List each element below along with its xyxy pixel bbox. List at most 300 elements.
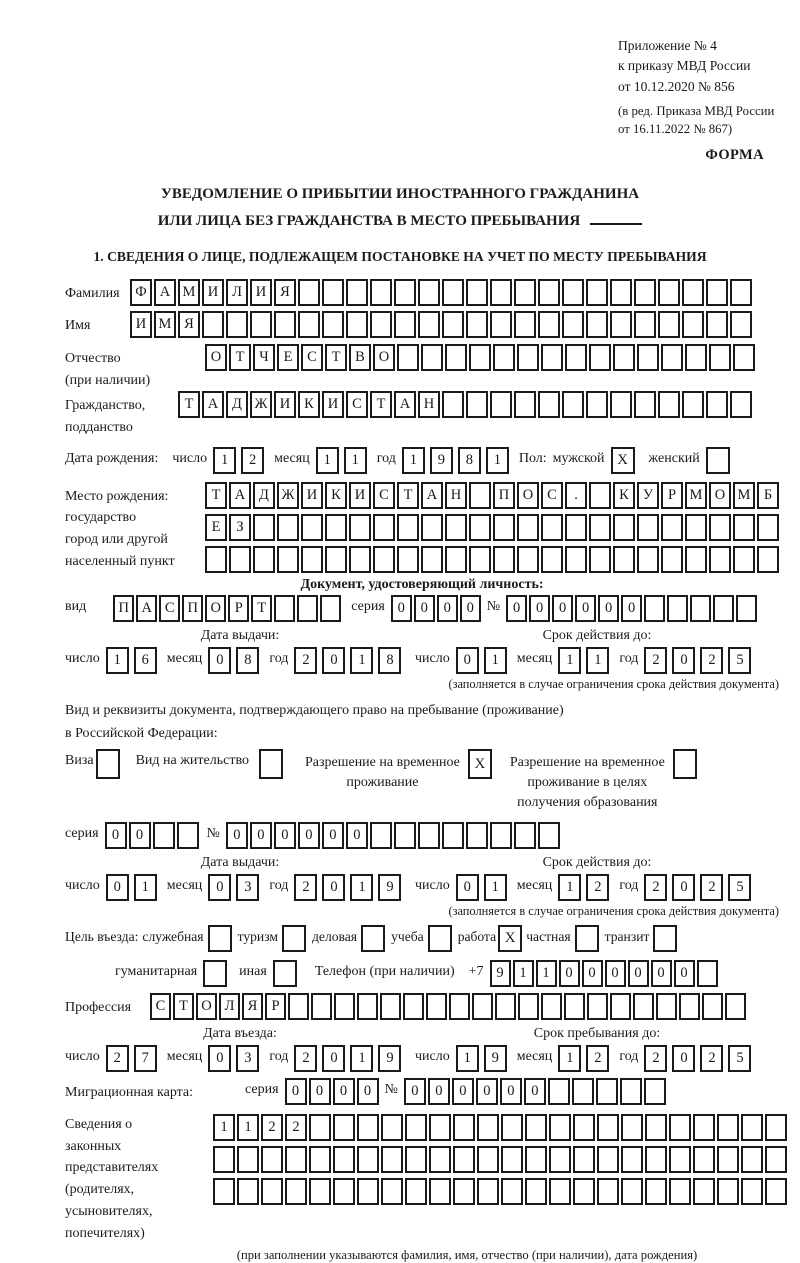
birth-month-input[interactable] [316, 447, 367, 474]
char-cell[interactable]: 0 [506, 595, 527, 622]
char-cell[interactable] [645, 1114, 667, 1141]
char-cell[interactable] [381, 1146, 403, 1173]
residence-permit-checkbox[interactable] [259, 749, 283, 779]
char-cell[interactable]: 1 [237, 1114, 259, 1141]
char-cell[interactable]: Т [178, 391, 200, 418]
char-cell[interactable] [645, 1178, 667, 1205]
char-cell[interactable] [370, 279, 392, 306]
purpose-study-checkbox[interactable] [428, 925, 452, 952]
char-cell[interactable]: З [229, 514, 251, 541]
char-cell[interactable] [702, 993, 723, 1020]
char-cell[interactable] [717, 1178, 739, 1205]
char-cell[interactable]: 0 [322, 874, 345, 901]
char-cell[interactable] [297, 595, 318, 622]
char-cell[interactable] [333, 1178, 355, 1205]
char-cell[interactable] [565, 514, 587, 541]
char-cell[interactable] [453, 1146, 475, 1173]
char-cell[interactable] [656, 993, 677, 1020]
char-cell[interactable] [466, 822, 488, 849]
char-cell[interactable]: 1 [106, 647, 129, 674]
char-cell[interactable] [309, 1114, 331, 1141]
char-cell[interactable] [633, 993, 654, 1020]
char-cell[interactable] [644, 1078, 666, 1105]
char-cell[interactable] [514, 391, 536, 418]
char-cell[interactable]: 2 [294, 647, 317, 674]
char-cell[interactable]: О [373, 344, 395, 371]
char-cell[interactable]: 1 [484, 874, 507, 901]
char-cell[interactable]: Н [418, 391, 440, 418]
char-cell[interactable] [466, 279, 488, 306]
char-cell[interactable]: Т [370, 391, 392, 418]
char-cell[interactable] [381, 1178, 403, 1205]
char-cell[interactable] [311, 993, 332, 1020]
char-cell[interactable] [548, 1078, 570, 1105]
char-cell[interactable]: С [541, 482, 563, 509]
char-cell[interactable] [621, 1146, 643, 1173]
char-cell[interactable]: Ж [250, 391, 272, 418]
char-cell[interactable] [370, 311, 392, 338]
char-cell[interactable] [549, 1114, 571, 1141]
char-cell[interactable] [682, 391, 704, 418]
char-cell[interactable] [572, 1078, 594, 1105]
char-cell[interactable] [589, 546, 611, 573]
char-cell[interactable]: Р [265, 993, 286, 1020]
char-cell[interactable] [322, 311, 344, 338]
char-cell[interactable] [733, 514, 755, 541]
char-cell[interactable]: 2 [241, 447, 264, 474]
char-cell[interactable] [490, 391, 512, 418]
char-cell[interactable] [573, 1114, 595, 1141]
char-cell[interactable]: 2 [700, 874, 723, 901]
char-cell[interactable]: А [229, 482, 251, 509]
char-cell[interactable] [541, 344, 563, 371]
char-cell[interactable] [394, 822, 416, 849]
char-cell[interactable] [573, 1146, 595, 1173]
stay-issue-day-input[interactable] [106, 874, 157, 901]
char-cell[interactable]: И [130, 311, 152, 338]
char-cell[interactable]: О [196, 993, 217, 1020]
char-cell[interactable] [237, 1146, 259, 1173]
char-cell[interactable] [469, 514, 491, 541]
char-cell[interactable] [637, 546, 659, 573]
char-cell[interactable] [445, 546, 467, 573]
char-cell[interactable] [418, 279, 440, 306]
char-cell[interactable] [597, 1146, 619, 1173]
char-cell[interactable] [741, 1146, 763, 1173]
char-cell[interactable] [517, 344, 539, 371]
char-cell[interactable]: 0 [322, 647, 345, 674]
char-cell[interactable]: Т [173, 993, 194, 1020]
char-cell[interactable]: С [346, 391, 368, 418]
char-cell[interactable] [610, 311, 632, 338]
char-cell[interactable] [637, 514, 659, 541]
char-cell[interactable] [613, 514, 635, 541]
char-cell[interactable]: 0 [672, 647, 695, 674]
char-cell[interactable] [620, 1078, 642, 1105]
char-cell[interactable] [403, 993, 424, 1020]
entry-month-input[interactable] [208, 1045, 259, 1072]
identity-doc-series-input[interactable] [391, 595, 481, 622]
char-cell[interactable] [661, 514, 683, 541]
char-cell[interactable]: 1 [558, 1045, 581, 1072]
char-cell[interactable] [405, 1114, 427, 1141]
phone-input[interactable] [490, 960, 718, 987]
char-cell[interactable] [690, 595, 711, 622]
char-cell[interactable] [706, 391, 728, 418]
char-cell[interactable] [370, 822, 392, 849]
char-cell[interactable] [477, 1146, 499, 1173]
char-cell[interactable]: 0 [672, 874, 695, 901]
char-cell[interactable]: 0 [500, 1078, 522, 1105]
char-cell[interactable]: 1 [350, 874, 373, 901]
char-cell[interactable]: 0 [208, 874, 231, 901]
char-cell[interactable] [490, 311, 512, 338]
char-cell[interactable] [586, 311, 608, 338]
char-cell[interactable]: 0 [333, 1078, 355, 1105]
char-cell[interactable]: М [685, 482, 707, 509]
char-cell[interactable] [613, 546, 635, 573]
char-cell[interactable]: 0 [605, 960, 626, 987]
char-cell[interactable]: Я [274, 279, 296, 306]
char-cell[interactable]: 2 [700, 1045, 723, 1072]
char-cell[interactable] [309, 1178, 331, 1205]
char-cell[interactable] [213, 1146, 235, 1173]
char-cell[interactable] [610, 391, 632, 418]
char-cell[interactable] [685, 546, 707, 573]
char-cell[interactable] [564, 993, 585, 1020]
char-cell[interactable] [325, 514, 347, 541]
char-cell[interactable]: А [202, 391, 224, 418]
char-cell[interactable] [373, 546, 395, 573]
char-cell[interactable] [693, 1146, 715, 1173]
char-cell[interactable]: К [298, 391, 320, 418]
char-cell[interactable]: К [325, 482, 347, 509]
char-cell[interactable] [586, 391, 608, 418]
char-cell[interactable] [541, 993, 562, 1020]
identity-issue-day-input[interactable] [106, 647, 157, 674]
char-cell[interactable] [421, 514, 443, 541]
char-cell[interactable]: 7 [134, 1045, 157, 1072]
char-cell[interactable] [469, 482, 491, 509]
char-cell[interactable]: 8 [378, 647, 401, 674]
birth-place-row1-input[interactable] [205, 482, 779, 509]
given-name-input[interactable] [130, 311, 752, 338]
char-cell[interactable]: М [178, 279, 200, 306]
identity-doc-number-input[interactable] [506, 595, 757, 622]
char-cell[interactable]: 1 [456, 1045, 479, 1072]
char-cell[interactable]: 0 [250, 822, 272, 849]
char-cell[interactable] [517, 514, 539, 541]
char-cell[interactable]: 1 [213, 447, 236, 474]
char-cell[interactable] [538, 822, 560, 849]
char-cell[interactable]: 1 [513, 960, 534, 987]
char-cell[interactable] [229, 546, 251, 573]
char-cell[interactable] [418, 822, 440, 849]
representatives-row1-input[interactable] [213, 1114, 787, 1141]
char-cell[interactable] [679, 993, 700, 1020]
char-cell[interactable]: 0 [651, 960, 672, 987]
char-cell[interactable]: В [349, 344, 371, 371]
char-cell[interactable] [349, 514, 371, 541]
char-cell[interactable] [658, 391, 680, 418]
char-cell[interactable] [562, 391, 584, 418]
char-cell[interactable]: 0 [226, 822, 248, 849]
char-cell[interactable]: 1 [536, 960, 557, 987]
char-cell[interactable]: 0 [452, 1078, 474, 1105]
char-cell[interactable]: И [322, 391, 344, 418]
char-cell[interactable]: О [205, 344, 227, 371]
char-cell[interactable] [565, 546, 587, 573]
char-cell[interactable] [380, 993, 401, 1020]
char-cell[interactable]: 1 [350, 647, 373, 674]
char-cell[interactable] [285, 1178, 307, 1205]
char-cell[interactable] [549, 1178, 571, 1205]
char-cell[interactable]: Я [242, 993, 263, 1020]
char-cell[interactable] [517, 546, 539, 573]
char-cell[interactable] [562, 279, 584, 306]
char-cell[interactable]: 0 [674, 960, 695, 987]
char-cell[interactable] [538, 391, 560, 418]
char-cell[interactable] [493, 344, 515, 371]
patronymic-input[interactable] [205, 344, 755, 371]
char-cell[interactable]: К [613, 482, 635, 509]
identity-doc-kind-input[interactable] [113, 595, 341, 622]
char-cell[interactable] [213, 1178, 235, 1205]
char-cell[interactable] [301, 514, 323, 541]
char-cell[interactable] [573, 1178, 595, 1205]
char-cell[interactable]: 1 [558, 874, 581, 901]
char-cell[interactable] [589, 344, 611, 371]
char-cell[interactable]: Л [226, 279, 248, 306]
char-cell[interactable]: 9 [490, 960, 511, 987]
char-cell[interactable]: 5 [728, 1045, 751, 1072]
char-cell[interactable] [597, 1114, 619, 1141]
char-cell[interactable]: 3 [236, 874, 259, 901]
char-cell[interactable] [733, 546, 755, 573]
char-cell[interactable] [709, 546, 731, 573]
char-cell[interactable] [621, 1178, 643, 1205]
char-cell[interactable]: 2 [106, 1045, 129, 1072]
char-cell[interactable] [202, 311, 224, 338]
char-cell[interactable]: С [301, 344, 323, 371]
char-cell[interactable]: О [205, 595, 226, 622]
char-cell[interactable] [373, 514, 395, 541]
char-cell[interactable] [429, 1146, 451, 1173]
char-cell[interactable] [765, 1114, 787, 1141]
char-cell[interactable]: 0 [391, 595, 412, 622]
char-cell[interactable]: 2 [644, 1045, 667, 1072]
stay-issue-month-input[interactable] [208, 874, 259, 901]
char-cell[interactable] [514, 311, 536, 338]
char-cell[interactable]: 1 [558, 647, 581, 674]
char-cell[interactable] [325, 546, 347, 573]
char-cell[interactable] [525, 1114, 547, 1141]
char-cell[interactable]: 0 [298, 822, 320, 849]
char-cell[interactable]: И [250, 279, 272, 306]
char-cell[interactable] [298, 279, 320, 306]
char-cell[interactable] [357, 993, 378, 1020]
char-cell[interactable] [394, 311, 416, 338]
char-cell[interactable]: П [182, 595, 203, 622]
char-cell[interactable]: Ф [130, 279, 152, 306]
char-cell[interactable] [706, 279, 728, 306]
char-cell[interactable]: Н [445, 482, 467, 509]
char-cell[interactable] [514, 279, 536, 306]
rvp-checkbox[interactable]: X [468, 749, 492, 779]
char-cell[interactable] [153, 822, 175, 849]
char-cell[interactable] [736, 595, 757, 622]
char-cell[interactable]: Т [325, 344, 347, 371]
birth-day-input[interactable] [213, 447, 264, 474]
char-cell[interactable] [717, 1146, 739, 1173]
citizenship-input[interactable] [178, 391, 752, 418]
char-cell[interactable] [495, 993, 516, 1020]
char-cell[interactable] [613, 344, 635, 371]
sex-female-checkbox[interactable] [706, 447, 730, 474]
char-cell[interactable]: 0 [672, 1045, 695, 1072]
char-cell[interactable] [277, 546, 299, 573]
char-cell[interactable] [661, 546, 683, 573]
char-cell[interactable]: П [113, 595, 134, 622]
char-cell[interactable] [713, 595, 734, 622]
char-cell[interactable]: Я [178, 311, 200, 338]
representatives-row3-input[interactable] [213, 1178, 787, 1205]
char-cell[interactable]: 1 [350, 1045, 373, 1072]
char-cell[interactable] [277, 514, 299, 541]
purpose-other-checkbox[interactable] [273, 960, 297, 987]
char-cell[interactable] [549, 1146, 571, 1173]
char-cell[interactable]: И [202, 279, 224, 306]
char-cell[interactable] [421, 546, 443, 573]
char-cell[interactable] [634, 391, 656, 418]
char-cell[interactable] [501, 1178, 523, 1205]
char-cell[interactable] [333, 1114, 355, 1141]
char-cell[interactable] [717, 1114, 739, 1141]
char-cell[interactable] [394, 279, 416, 306]
char-cell[interactable] [288, 993, 309, 1020]
purpose-humanitarian-checkbox[interactable] [203, 960, 227, 987]
char-cell[interactable] [501, 1146, 523, 1173]
char-cell[interactable] [346, 311, 368, 338]
char-cell[interactable]: Д [226, 391, 248, 418]
char-cell[interactable]: 0 [524, 1078, 546, 1105]
char-cell[interactable]: . [565, 482, 587, 509]
char-cell[interactable]: 2 [586, 874, 609, 901]
char-cell[interactable]: 0 [404, 1078, 426, 1105]
char-cell[interactable]: Т [229, 344, 251, 371]
purpose-business-checkbox[interactable] [361, 925, 385, 952]
char-cell[interactable] [757, 514, 779, 541]
char-cell[interactable] [589, 514, 611, 541]
char-cell[interactable] [685, 514, 707, 541]
char-cell[interactable] [397, 546, 419, 573]
char-cell[interactable]: 0 [274, 822, 296, 849]
entry-year-input[interactable] [294, 1045, 401, 1072]
char-cell[interactable] [525, 1178, 547, 1205]
char-cell[interactable] [725, 993, 746, 1020]
purpose-work-checkbox[interactable]: X [498, 925, 522, 952]
char-cell[interactable]: 0 [105, 822, 127, 849]
char-cell[interactable] [765, 1146, 787, 1173]
char-cell[interactable] [637, 344, 659, 371]
char-cell[interactable] [541, 546, 563, 573]
char-cell[interactable] [596, 1078, 618, 1105]
char-cell[interactable] [730, 279, 752, 306]
char-cell[interactable] [741, 1114, 763, 1141]
char-cell[interactable] [669, 1178, 691, 1205]
char-cell[interactable] [634, 279, 656, 306]
char-cell[interactable]: 0 [552, 595, 573, 622]
char-cell[interactable]: 0 [460, 595, 481, 622]
char-cell[interactable] [634, 311, 656, 338]
char-cell[interactable]: 8 [236, 647, 259, 674]
char-cell[interactable]: 2 [644, 874, 667, 901]
char-cell[interactable] [357, 1114, 379, 1141]
char-cell[interactable]: И [301, 482, 323, 509]
migration-number-input[interactable] [404, 1078, 666, 1105]
char-cell[interactable] [669, 1146, 691, 1173]
char-cell[interactable]: 0 [582, 960, 603, 987]
char-cell[interactable] [586, 279, 608, 306]
char-cell[interactable] [597, 1178, 619, 1205]
char-cell[interactable]: 9 [378, 1045, 401, 1072]
char-cell[interactable] [334, 993, 355, 1020]
char-cell[interactable] [442, 391, 464, 418]
char-cell[interactable] [333, 1146, 355, 1173]
char-cell[interactable] [757, 546, 779, 573]
char-cell[interactable] [466, 311, 488, 338]
identity-valid-year-input[interactable] [644, 647, 751, 674]
char-cell[interactable] [644, 595, 665, 622]
char-cell[interactable]: 5 [728, 874, 751, 901]
visa-checkbox[interactable] [96, 749, 120, 779]
char-cell[interactable]: И [274, 391, 296, 418]
char-cell[interactable]: 0 [322, 822, 344, 849]
birth-place-row3-input[interactable] [205, 546, 779, 573]
char-cell[interactable] [669, 1114, 691, 1141]
char-cell[interactable] [442, 279, 464, 306]
char-cell[interactable]: 0 [476, 1078, 498, 1105]
char-cell[interactable]: П [493, 482, 515, 509]
char-cell[interactable] [322, 279, 344, 306]
char-cell[interactable]: 0 [559, 960, 580, 987]
char-cell[interactable]: С [373, 482, 395, 509]
char-cell[interactable] [285, 1146, 307, 1173]
char-cell[interactable]: 0 [208, 1045, 231, 1072]
char-cell[interactable] [562, 311, 584, 338]
char-cell[interactable]: 0 [414, 595, 435, 622]
char-cell[interactable]: 0 [529, 595, 550, 622]
char-cell[interactable] [493, 514, 515, 541]
char-cell[interactable] [320, 595, 341, 622]
identity-issue-year-input[interactable] [294, 647, 401, 674]
stay-until-year-input[interactable] [644, 1045, 751, 1072]
char-cell[interactable]: 1 [316, 447, 339, 474]
char-cell[interactable]: 1 [486, 447, 509, 474]
char-cell[interactable]: 2 [644, 647, 667, 674]
char-cell[interactable] [682, 311, 704, 338]
birth-year-input[interactable] [402, 447, 509, 474]
entry-day-input[interactable] [106, 1045, 157, 1072]
char-cell[interactable] [445, 514, 467, 541]
char-cell[interactable]: 1 [344, 447, 367, 474]
char-cell[interactable] [442, 311, 464, 338]
char-cell[interactable]: 0 [322, 1045, 345, 1072]
char-cell[interactable] [730, 391, 752, 418]
char-cell[interactable]: 1 [402, 447, 425, 474]
char-cell[interactable]: 3 [236, 1045, 259, 1072]
char-cell[interactable] [429, 1178, 451, 1205]
